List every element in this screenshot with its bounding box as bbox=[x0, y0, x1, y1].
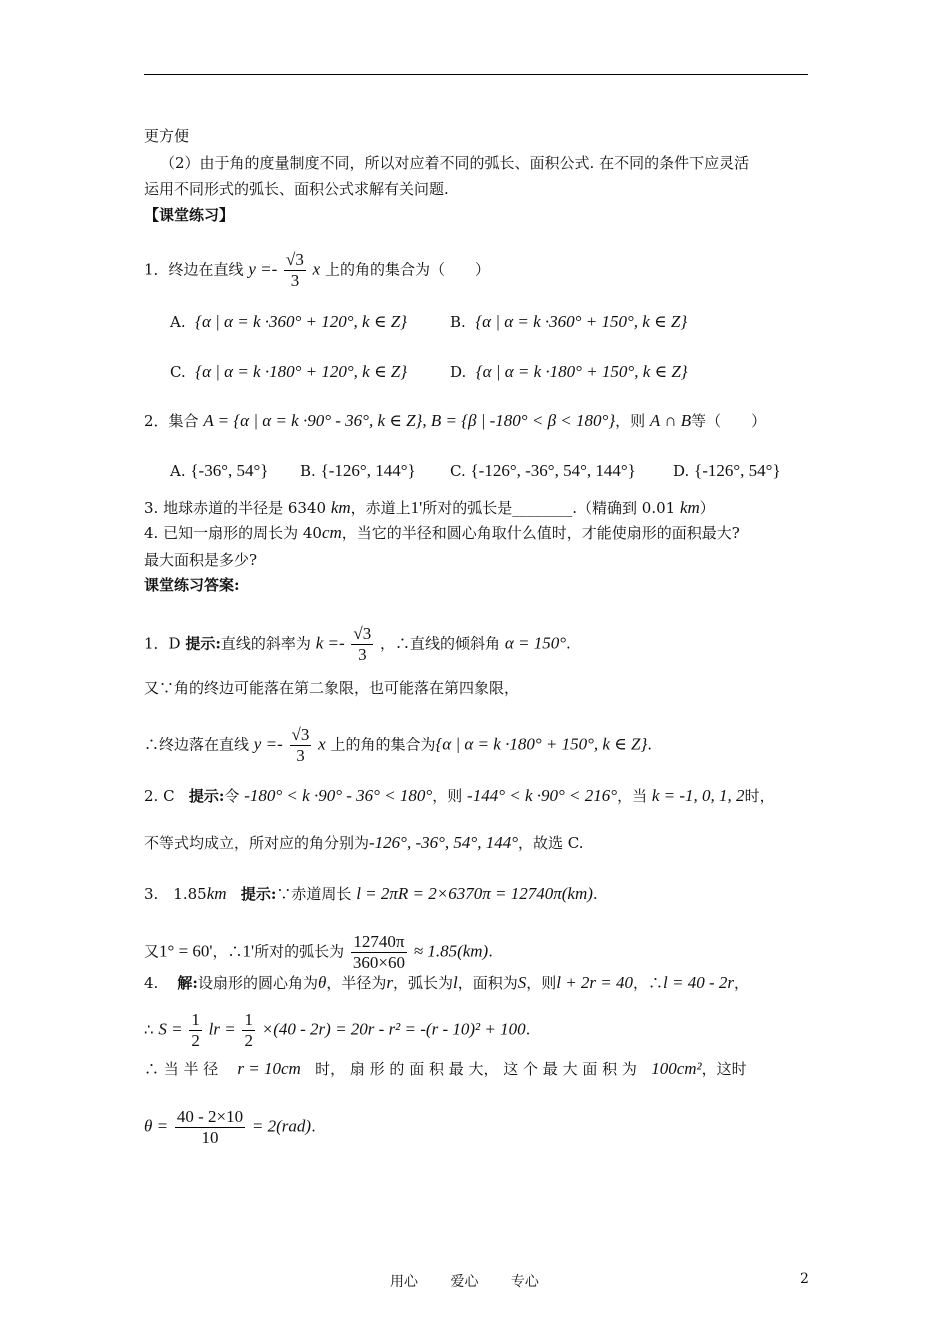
q2-stem bbox=[144, 410, 766, 432]
a4-line4-b: = 2(rad) bbox=[251, 1116, 312, 1136]
q2-stem-b: A = {α | α = k ·90° - 36°, k ∈ Z}, B = {β | -180° < β < 180°} bbox=[203, 411, 616, 430]
a4-solve: 解: bbox=[177, 974, 198, 992]
q2-stem-d: A ∩ B bbox=[649, 411, 692, 430]
intro-line-3: 运用不同形式的弧长、面积公式求解有关问题. bbox=[144, 180, 449, 198]
q1-stem bbox=[144, 250, 490, 291]
a1-c: k =- bbox=[315, 633, 345, 653]
q1-option-b-text: {α | α = k ·360° + 150°, k ∈ Z} bbox=[475, 312, 688, 331]
a2-line-1 bbox=[144, 785, 775, 807]
q1-option-d-text: {α | α = k ·180° + 150°, k ∈ Z} bbox=[475, 362, 688, 381]
page-number: 2 bbox=[800, 1271, 809, 1287]
q1-fraction bbox=[284, 250, 306, 291]
q2-option-c bbox=[450, 460, 636, 482]
a3-a: 3. 1.85 bbox=[144, 885, 207, 903]
a4-line3-a: ∴ 当 半 径 bbox=[144, 1060, 219, 1078]
a2-line2-a: 不等式均成立，所对应的角分别为 bbox=[144, 834, 370, 852]
a1-line3-d: 上的角的集合为 bbox=[330, 735, 436, 754]
a4-line-4 bbox=[144, 1107, 316, 1148]
a3-line2-b: 1° = 60' bbox=[159, 941, 213, 961]
a1-line-1 bbox=[144, 624, 571, 665]
a2-f: ，当 bbox=[617, 787, 648, 805]
a1-line-2: 又∵角的终边可能落在第二象限，也可能落在第四象限， bbox=[144, 679, 520, 697]
a2-b: 令 bbox=[224, 787, 240, 805]
a4-j: ，则 bbox=[526, 974, 557, 992]
a3-frac-num: 12740π bbox=[351, 932, 407, 953]
q1-option-a-text: {α | α = k ·360° + 120°, k ∈ Z} bbox=[195, 312, 407, 331]
a4-line3-e: ，这时 bbox=[701, 1060, 747, 1078]
a1-line3-e: {α | α = k ·180° + 150°, k ∈ Z} bbox=[435, 734, 648, 754]
a1-fraction bbox=[351, 624, 373, 665]
q1-option-a bbox=[170, 311, 407, 333]
a3-fraction bbox=[351, 932, 407, 973]
a4-line2-frac1-den: 2 bbox=[191, 1031, 200, 1050]
q2-stem-a: 2．集合 bbox=[144, 412, 199, 430]
a2-g: k = -1, 0, 1, 2 bbox=[651, 786, 745, 805]
a4-c: θ bbox=[317, 973, 327, 992]
a4-line2-b: S = bbox=[158, 1019, 183, 1039]
a3-line2-d: 1' bbox=[242, 941, 255, 961]
a1-line3-a: ∴终边落在直线 bbox=[144, 735, 250, 754]
q1-stem-c: x bbox=[312, 259, 321, 279]
a1-e: α = 150° bbox=[504, 633, 567, 653]
a4-line2-frac2-den: 2 bbox=[244, 1031, 253, 1050]
a2-hint: 提示: bbox=[188, 787, 225, 805]
q2-option-d-label: D. bbox=[673, 462, 690, 480]
a4-line2-e: . bbox=[525, 1020, 531, 1039]
a4-line2-c: lr = bbox=[208, 1019, 236, 1039]
q1-stem-b: y =- bbox=[248, 259, 278, 279]
a1-line3-den: 3 bbox=[296, 746, 305, 765]
q1-option-c-text: {α | α = k ·180° + 120°, k ∈ Z} bbox=[195, 362, 408, 381]
a4-m: l = 40 - 2r bbox=[663, 973, 735, 992]
a4-k: l + 2r = 40 bbox=[556, 973, 634, 992]
a3-line2-g: . bbox=[488, 942, 493, 961]
a4-line2-fraction-2 bbox=[242, 1010, 255, 1051]
a2-line2-c: ，故选 C. bbox=[518, 834, 584, 852]
q2-option-b bbox=[300, 460, 416, 482]
a3-d: . bbox=[592, 885, 598, 903]
q2-stem-e: 等（ ） bbox=[691, 412, 767, 430]
a3-line-1 bbox=[144, 883, 598, 905]
a1-line3-num: √3 bbox=[291, 725, 310, 744]
a4-n: ， bbox=[734, 974, 750, 992]
q3-unit-1: km bbox=[330, 498, 351, 517]
q3-text bbox=[144, 497, 715, 519]
exercise-heading: 【课堂练习】 bbox=[144, 206, 235, 224]
a4-line4-den: 10 bbox=[201, 1128, 219, 1147]
a3-line-2 bbox=[144, 932, 493, 973]
q2-option-a-text: {-36°, 54°} bbox=[190, 461, 269, 480]
q1-stem-d: 上的角的集合为（ ） bbox=[325, 260, 491, 279]
a4-line4-num: 40 - 2×10 bbox=[176, 1107, 244, 1126]
a1-d: ，∴直线的倾斜角 bbox=[380, 634, 501, 653]
a4-line2-fraction-1 bbox=[189, 1010, 202, 1051]
a3-line2-f: ≈ 1.85(km) bbox=[413, 941, 489, 961]
a4-g: l bbox=[452, 973, 458, 992]
a1-f: . bbox=[566, 634, 571, 653]
a2-e: -144° < k ·90° < 216° bbox=[467, 786, 618, 805]
a4-line-2 bbox=[144, 1010, 530, 1051]
a1-frac-den: 3 bbox=[358, 645, 367, 664]
q2-option-d bbox=[673, 460, 781, 482]
a3-line2-c: ，∴ bbox=[212, 942, 243, 961]
a4-line-3 bbox=[144, 1058, 747, 1080]
q4-unit: cm bbox=[321, 523, 342, 542]
q3-d: 所对的弧长是________.（精确到 0.01 bbox=[422, 499, 676, 517]
q4-text bbox=[144, 522, 740, 544]
a2-line2-b: -126°, -36°, 54°, 144° bbox=[369, 833, 519, 852]
a2-h: 时， bbox=[744, 787, 775, 805]
a2-d: ，则 bbox=[432, 787, 463, 805]
q1-frac-num: √3 bbox=[286, 250, 304, 269]
a4-d: ，半径为 bbox=[326, 974, 387, 992]
a1-line-3 bbox=[144, 725, 652, 766]
q2-option-b-text: {-126°, 144°} bbox=[320, 461, 416, 480]
q1-option-d-label: D. bbox=[450, 363, 467, 381]
a4-l: ，∴ bbox=[633, 974, 664, 992]
q2-option-a-label: A. bbox=[170, 462, 186, 480]
header-rule bbox=[144, 74, 808, 75]
a3-frac-den: 360×60 bbox=[352, 953, 405, 972]
a2-c: -180° < k ·90° - 36° < 180° bbox=[244, 786, 433, 805]
a4-line3-b: r = 10cm bbox=[237, 1059, 301, 1078]
a3-c: l = 2πR = 2×6370π = 12740π(km) bbox=[356, 884, 593, 903]
q1-option-a-label: A. bbox=[170, 313, 186, 331]
q3-c: 1' bbox=[410, 498, 423, 517]
a3-hint: 提示: bbox=[240, 885, 277, 903]
a3-line2-a: 又 bbox=[144, 942, 160, 961]
a3-unit: km bbox=[206, 884, 227, 903]
a1-line3-f: . bbox=[647, 735, 653, 754]
q3-b: ，赤道上 bbox=[350, 499, 411, 517]
a4-h: ，面积为 bbox=[457, 974, 518, 992]
intro-line-2: （2）由于角的度量制度不同，所以对应着不同的弧长、面积公式. 在不同的条件下应灵活 bbox=[160, 154, 750, 172]
q2-stem-c: ，则 bbox=[615, 412, 646, 430]
q1-option-c bbox=[170, 361, 407, 383]
a4-line2-frac1-num: 1 bbox=[191, 1010, 200, 1029]
q2-option-a bbox=[170, 460, 268, 482]
a2-a: 2. C bbox=[144, 787, 175, 805]
q1-stem-a: 1．终边在直线 bbox=[144, 260, 244, 279]
a1-b: 直线的斜率为 bbox=[220, 634, 311, 653]
q3-unit-2: km bbox=[679, 498, 700, 517]
q4-a: 4. 已知一扇形的周长为 40 bbox=[144, 524, 322, 542]
footer-slogan: 用心 爱心 专心 bbox=[390, 1274, 539, 1290]
q1-option-c-label: C. bbox=[170, 363, 186, 381]
a4-e: r bbox=[386, 973, 393, 992]
a4-a: 4. bbox=[144, 974, 159, 992]
a4-line-1 bbox=[144, 972, 749, 994]
q2-option-c-text: {-126°, -36°, 54°, 144°} bbox=[470, 461, 636, 480]
q4-line-2: 最大面积是多少? bbox=[144, 551, 258, 569]
q1-option-b-label: B. bbox=[450, 313, 466, 331]
a1-line3-c: x bbox=[318, 734, 326, 754]
a4-line3-d: 100cm² bbox=[651, 1059, 702, 1078]
intro-line-1: 更方便 bbox=[144, 127, 190, 145]
a1-hint: 提示: bbox=[185, 634, 221, 653]
q1-frac-den: 3 bbox=[290, 271, 300, 290]
a4-b: 设扇形的圆心角为 bbox=[197, 974, 318, 992]
a2-line-2 bbox=[144, 832, 584, 854]
q3-e: ） bbox=[699, 499, 715, 517]
q2-option-d-text: {-126°, 54°} bbox=[694, 461, 781, 480]
q4-b: ，当它的半径和圆心角取什么值时，才能使扇形的面积最大? bbox=[341, 524, 740, 542]
a4-line4-c: . bbox=[311, 1117, 316, 1136]
a4-line2-d: ×(40 - 2r) = 20r - r² = -(r - 10)² + 100 bbox=[261, 1019, 526, 1039]
q1-option-b bbox=[450, 311, 687, 333]
q1-option-d bbox=[450, 361, 688, 383]
a1-line3-b: y =- bbox=[253, 734, 283, 754]
a4-line3-c: 时， 扇 形 的 面 积 最 大， 这 个 最 大 面 积 为 bbox=[315, 1060, 637, 1078]
a3-line2-e: 所对的弧长为 bbox=[254, 942, 345, 961]
q2-option-b-label: B. bbox=[300, 462, 316, 480]
a4-line4-fraction bbox=[175, 1107, 245, 1148]
a4-line2-a: ∴ bbox=[144, 1020, 154, 1039]
a1-line3-fraction bbox=[290, 725, 312, 766]
q2-option-c-label: C. bbox=[450, 462, 466, 480]
a4-f: ，弧长为 bbox=[392, 974, 453, 992]
a3-b: ∵赤道周长 bbox=[276, 885, 352, 903]
a1-frac-num: √3 bbox=[353, 624, 372, 643]
a4-line2-frac2-num: 1 bbox=[244, 1010, 253, 1029]
a1-a: 1．D bbox=[144, 634, 181, 653]
a4-i: S bbox=[517, 973, 527, 992]
a4-line4-a: θ = bbox=[144, 1116, 169, 1136]
q3-a: 3. 地球赤道的半径是 6340 bbox=[144, 499, 327, 517]
answers-heading: 课堂练习答案: bbox=[144, 576, 240, 594]
